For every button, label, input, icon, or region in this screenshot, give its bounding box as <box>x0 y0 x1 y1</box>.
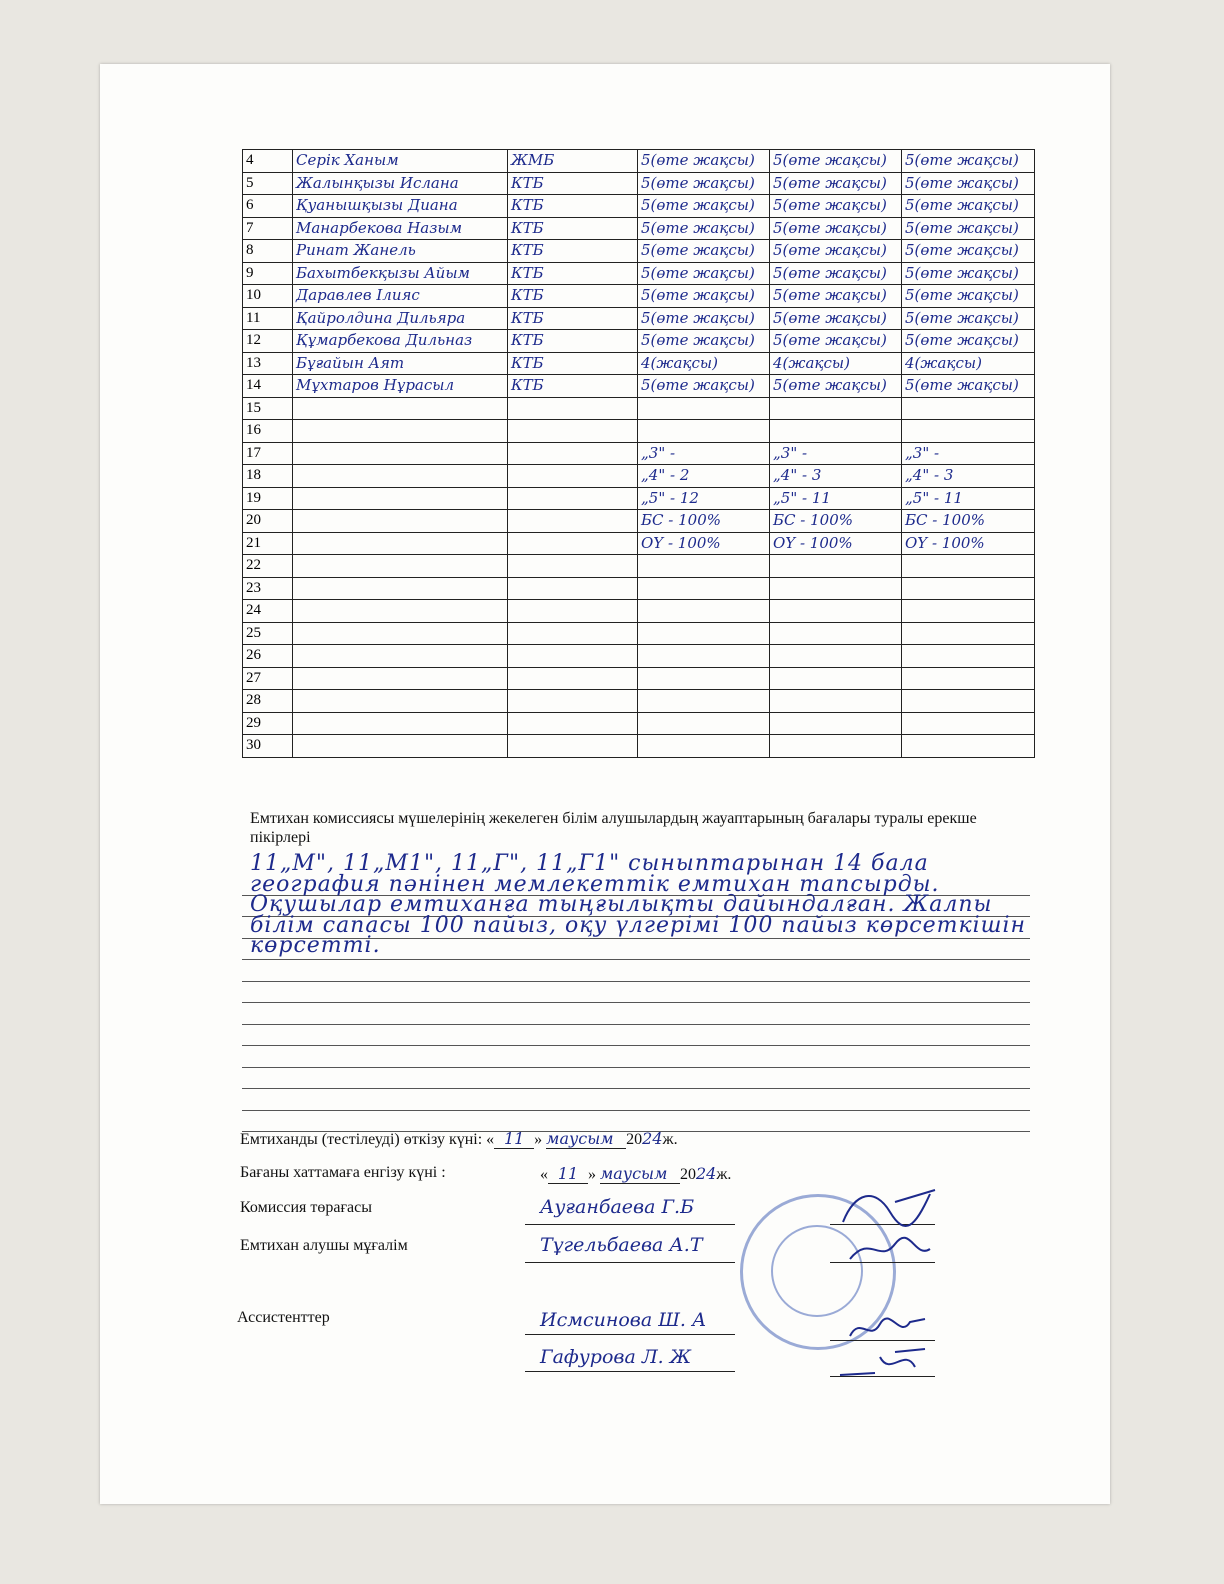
table-row <box>243 195 1035 218</box>
table-row <box>243 622 1035 645</box>
student-name: Бұғайын Аят <box>293 352 508 375</box>
grade-1: 5(өте жақсы) <box>638 240 770 263</box>
row-number: 22 <box>243 555 293 578</box>
subject-code <box>508 487 638 510</box>
student-name <box>293 622 508 645</box>
grade-1 <box>638 690 770 713</box>
teacher-name: Тұгельбаева А.Т <box>540 1234 703 1256</box>
grade-3 <box>902 712 1035 735</box>
grade-3: 5(өте жақсы) <box>902 240 1035 263</box>
grade-3: 5(өте жақсы) <box>902 172 1035 195</box>
grade-1: „3" - <box>638 442 770 465</box>
grade-2 <box>770 600 902 623</box>
grade-1: 5(өте жақсы) <box>638 195 770 218</box>
grade-2: 5(өте жақсы) <box>770 172 902 195</box>
row-number: 11 <box>243 307 293 330</box>
student-name <box>293 690 508 713</box>
entry-date-year: 24 <box>696 1164 717 1183</box>
student-name: Жалынқызы Ислана <box>293 172 508 195</box>
table-row <box>243 150 1035 173</box>
table-row <box>243 240 1035 263</box>
subject-code <box>508 712 638 735</box>
row-number: 25 <box>243 622 293 645</box>
row-number: 17 <box>243 442 293 465</box>
student-name <box>293 420 508 443</box>
table-row <box>243 375 1035 398</box>
student-name <box>293 465 508 488</box>
student-name <box>293 532 508 555</box>
grade-2: 5(өте жақсы) <box>770 262 902 285</box>
row-number: 6 <box>243 195 293 218</box>
table-row <box>243 217 1035 240</box>
student-name: Құмарбекова Дильназ <box>293 330 508 353</box>
grade-2 <box>770 397 902 420</box>
grade-3 <box>902 600 1035 623</box>
grade-1: БС - 100% <box>638 510 770 533</box>
grade-2 <box>770 667 902 690</box>
row-number: 9 <box>243 262 293 285</box>
grade-3 <box>902 555 1035 578</box>
subject-code: КТБ <box>508 240 638 263</box>
student-name <box>293 442 508 465</box>
grade-3: 5(өте жақсы) <box>902 150 1035 173</box>
chair-label: Комиссия төрағасы <box>240 1199 372 1216</box>
grade-1: 5(өте жақсы) <box>638 285 770 308</box>
row-number: 15 <box>243 397 293 420</box>
row-number: 26 <box>243 645 293 668</box>
grade-2: „3" - <box>770 442 902 465</box>
subject-code <box>508 532 638 555</box>
subject-code: КТБ <box>508 217 638 240</box>
row-number: 21 <box>243 532 293 555</box>
table-row <box>243 735 1035 758</box>
row-number: 18 <box>243 465 293 488</box>
table-row <box>243 577 1035 600</box>
grade-3: „4" - 3 <box>902 465 1035 488</box>
assistant-2-name: Гафурова Л. Ж <box>540 1346 692 1368</box>
student-name: Ринат Жанель <box>293 240 508 263</box>
subject-code <box>508 667 638 690</box>
grades-table <box>242 149 1035 758</box>
grade-1: „4" - 2 <box>638 465 770 488</box>
grade-1: ОҮ - 100% <box>638 532 770 555</box>
grade-3: 5(өте жақсы) <box>902 262 1035 285</box>
subject-code <box>508 555 638 578</box>
grade-3: ОҮ - 100% <box>902 532 1035 555</box>
grade-2: ОҮ - 100% <box>770 532 902 555</box>
grade-2: 5(өте жақсы) <box>770 150 902 173</box>
exam-date-year: 24 <box>642 1129 663 1148</box>
assistant-2-signature <box>835 1347 935 1382</box>
student-name <box>293 397 508 420</box>
subject-code <box>508 645 638 668</box>
table-row <box>243 510 1035 533</box>
student-name <box>293 510 508 533</box>
row-number: 7 <box>243 217 293 240</box>
table-row <box>243 667 1035 690</box>
assistant-1-signature <box>845 1314 935 1344</box>
grade-1 <box>638 645 770 668</box>
student-name <box>293 667 508 690</box>
row-number: 14 <box>243 375 293 398</box>
grade-2 <box>770 420 902 443</box>
grade-1 <box>638 577 770 600</box>
subject-code: КТБ <box>508 352 638 375</box>
grade-2 <box>770 555 902 578</box>
exam-date-row: Емтиханды (тестілеуді) өткізу күні: « 11 » маусым 2024ж. <box>240 1129 678 1148</box>
row-number: 20 <box>243 510 293 533</box>
grade-3: 5(өте жақсы) <box>902 217 1035 240</box>
row-number: 12 <box>243 330 293 353</box>
student-name: Қайролдина Дильяра <box>293 307 508 330</box>
table-row <box>243 285 1035 308</box>
table-row <box>243 352 1035 375</box>
grade-1: 5(өте жақсы) <box>638 262 770 285</box>
grade-2: 5(өте жақсы) <box>770 375 902 398</box>
entry-date-month: маусым <box>600 1164 680 1184</box>
subject-code <box>508 735 638 758</box>
subject-code <box>508 690 638 713</box>
row-number: 16 <box>243 420 293 443</box>
grade-2: 5(өте жақсы) <box>770 217 902 240</box>
exam-date-day: 11 <box>494 1129 534 1149</box>
subject-code: КТБ <box>508 375 638 398</box>
grade-2: 5(өте жақсы) <box>770 330 902 353</box>
student-name: Бахытбекқызы Айым <box>293 262 508 285</box>
grade-3: 5(өте жақсы) <box>902 375 1035 398</box>
student-name: Серік Ханым <box>293 150 508 173</box>
grade-1 <box>638 600 770 623</box>
student-name <box>293 712 508 735</box>
table-row <box>243 307 1035 330</box>
grade-2 <box>770 690 902 713</box>
student-name <box>293 735 508 758</box>
teacher-signature <box>845 1229 935 1269</box>
row-number: 27 <box>243 667 293 690</box>
row-number: 24 <box>243 600 293 623</box>
student-name: Манарбекова Назым <box>293 217 508 240</box>
grade-2 <box>770 735 902 758</box>
exam-date-month: маусым <box>546 1129 626 1149</box>
student-name <box>293 645 508 668</box>
grade-1: 4(жақсы) <box>638 352 770 375</box>
grade-3: 5(өте жақсы) <box>902 307 1035 330</box>
subject-code: ЖМБ <box>508 150 638 173</box>
grade-2 <box>770 712 902 735</box>
grade-2: БС - 100% <box>770 510 902 533</box>
grade-3 <box>902 420 1035 443</box>
grade-2 <box>770 645 902 668</box>
subject-code <box>508 465 638 488</box>
grade-3: БС - 100% <box>902 510 1035 533</box>
grade-1: „5" - 12 <box>638 487 770 510</box>
subject-code: КТБ <box>508 172 638 195</box>
row-number: 19 <box>243 487 293 510</box>
table-row <box>243 465 1035 488</box>
document-page <box>100 64 1110 1504</box>
table-row <box>243 172 1035 195</box>
grade-3: 5(өте жақсы) <box>902 195 1035 218</box>
grade-1 <box>638 667 770 690</box>
grade-2: 5(өте жақсы) <box>770 195 902 218</box>
grade-3 <box>902 645 1035 668</box>
subject-code <box>508 510 638 533</box>
table-row <box>243 555 1035 578</box>
student-name: Қуанышқызы Диана <box>293 195 508 218</box>
grade-2: 4(жақсы) <box>770 352 902 375</box>
row-number: 8 <box>243 240 293 263</box>
subject-code: КТБ <box>508 330 638 353</box>
assistants-label: Ассистенттер <box>237 1309 330 1326</box>
subject-code <box>508 622 638 645</box>
chair-name: Ауғанбаева Г.Б <box>540 1196 695 1218</box>
table-row <box>243 645 1035 668</box>
subject-code: КТБ <box>508 195 638 218</box>
grade-1 <box>638 712 770 735</box>
grade-1: 5(өте жақсы) <box>638 375 770 398</box>
grade-2: „5" - 11 <box>770 487 902 510</box>
student-name <box>293 577 508 600</box>
grade-3: 4(жақсы) <box>902 352 1035 375</box>
entry-date-day: 11 <box>548 1164 588 1184</box>
table-row <box>243 442 1035 465</box>
row-number: 28 <box>243 690 293 713</box>
row-number: 4 <box>243 150 293 173</box>
table-row <box>243 600 1035 623</box>
grade-2: „4" - 3 <box>770 465 902 488</box>
grade-1 <box>638 420 770 443</box>
grade-1 <box>638 622 770 645</box>
subject-code <box>508 600 638 623</box>
subject-code <box>508 397 638 420</box>
student-name <box>293 600 508 623</box>
grade-3: 5(өте жақсы) <box>902 330 1035 353</box>
grade-1 <box>638 555 770 578</box>
table-row <box>243 712 1035 735</box>
comment-text: 11„М", 11„М1", 11„Г", 11„Г1" сыныптарынан 14 бала география пәнінен мемлекеттік емтихан тапсырды. Оқушылар емтиханға тыңғылықты дайындалған. Жалпы білім сапасы 100 пайыз, оқу үлгерімі 100 пайыз көрсеткішін көрсетті. <box>250 851 1026 958</box>
teacher-label: Емтихан алушы мұғалім <box>240 1237 408 1254</box>
row-number: 29 <box>243 712 293 735</box>
table-row <box>243 262 1035 285</box>
grade-3 <box>902 397 1035 420</box>
subject-code: КТБ <box>508 285 638 308</box>
subject-code <box>508 420 638 443</box>
table-row <box>243 397 1035 420</box>
grade-1: 5(өте жақсы) <box>638 330 770 353</box>
entry-date-label: Бағаны хаттамаға енгізу күні : <box>240 1164 446 1181</box>
grade-3 <box>902 577 1035 600</box>
row-number: 10 <box>243 285 293 308</box>
subject-code <box>508 442 638 465</box>
grade-1: 5(өте жақсы) <box>638 172 770 195</box>
grade-3: „5" - 11 <box>902 487 1035 510</box>
subject-code: КТБ <box>508 307 638 330</box>
grade-2 <box>770 622 902 645</box>
student-name: Мұхтаров Нұрасыл <box>293 375 508 398</box>
grade-1: 5(өте жақсы) <box>638 150 770 173</box>
table-row <box>243 487 1035 510</box>
subject-code: КТБ <box>508 262 638 285</box>
table-row <box>243 420 1035 443</box>
row-number: 5 <box>243 172 293 195</box>
grade-3 <box>902 622 1035 645</box>
chair-signature <box>835 1182 945 1232</box>
grade-1 <box>638 735 770 758</box>
table-row <box>243 690 1035 713</box>
student-name <box>293 555 508 578</box>
grade-2: 5(өте жақсы) <box>770 285 902 308</box>
row-number: 13 <box>243 352 293 375</box>
grade-3: „3" - <box>902 442 1035 465</box>
grade-1: 5(өте жақсы) <box>638 217 770 240</box>
student-name <box>293 487 508 510</box>
table-row <box>243 330 1035 353</box>
grade-2 <box>770 577 902 600</box>
grade-1 <box>638 397 770 420</box>
grade-2: 5(өте жақсы) <box>770 240 902 263</box>
exam-date-label: Емтиханды (тестілеуді) өткізу күні: <box>240 1131 483 1148</box>
grade-3 <box>902 667 1035 690</box>
grade-3: 5(өте жақсы) <box>902 285 1035 308</box>
entry-date-value: « 11 » маусым 2024ж. <box>540 1164 732 1183</box>
table-row <box>243 532 1035 555</box>
student-name: Даравлев Ілияс <box>293 285 508 308</box>
row-number: 30 <box>243 735 293 758</box>
grade-1: 5(өте жақсы) <box>638 307 770 330</box>
grade-3 <box>902 735 1035 758</box>
grade-3 <box>902 690 1035 713</box>
assistant-1-name: Исмсинова Ш. А <box>540 1309 707 1331</box>
grade-2: 5(өте жақсы) <box>770 307 902 330</box>
comment-title: Емтихан комиссиясы мүшелерінің жекелеген білім алушылардың жауаптарының бағалары туралы ерекше пікірлері <box>250 810 977 846</box>
row-number: 23 <box>243 577 293 600</box>
subject-code <box>508 577 638 600</box>
